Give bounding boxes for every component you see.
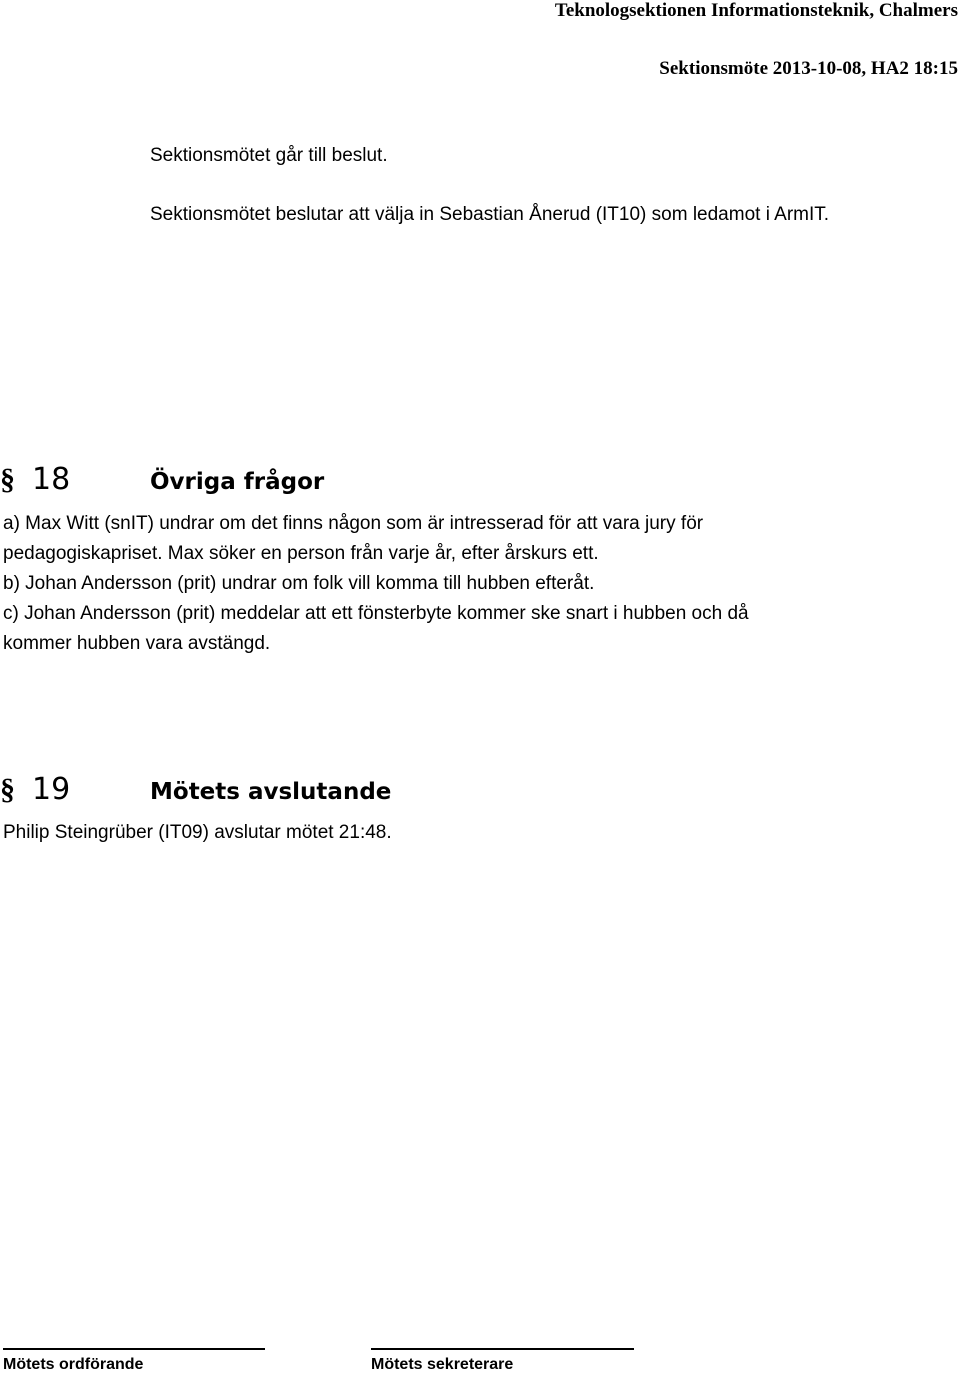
meeting-header: Sektionsmöte 2013-10-08, HA2 18:15 <box>659 58 958 79</box>
intro-line-2: Sektionsmötet beslutar att välja in Sebastian Ånerud (IT10) som ledamot i ArmIT. <box>150 204 830 225</box>
secretary-signature-line <box>371 1348 634 1350</box>
section-number: 18 <box>32 462 71 497</box>
body-line: kommer hubben vara avstängd. <box>3 633 271 654</box>
section-18-body <box>3 509 749 659</box>
section-sign: § <box>0 773 15 806</box>
body-line: a) Max Witt (snIT) undrar om det finns någon som är intresserad för att vara jury för <box>3 513 704 534</box>
organization-header: Teknologsektionen Informationsteknik, Chalmers <box>554 0 958 21</box>
body-line: pedagogiskapriset. Max söker en person från varje år, efter årskurs ett. <box>3 543 599 564</box>
chair-signature-line <box>3 1348 265 1350</box>
body-line: Philip Steingrüber (IT09) avslutar mötet 21:48. <box>3 822 392 843</box>
section-number: 19 <box>32 772 71 807</box>
section-18-heading <box>0 462 324 497</box>
body-line: b) Johan Andersson (prit) undrar om folk vill komma till hubben efteråt. <box>3 573 595 594</box>
section-sign: § <box>0 463 15 496</box>
secretary-signature-label: Mötets sekreterare <box>371 1356 514 1373</box>
body-line: c) Johan Andersson (prit) meddelar att ett fönsterbyte kommer ske snart i hubben och då <box>3 603 749 624</box>
section-title: Mötets avslutande <box>150 779 392 805</box>
section-19-body <box>3 818 392 848</box>
intro-line-1: Sektionsmötet går till beslut. <box>150 145 388 166</box>
section-title: Övriga frågor <box>150 469 325 495</box>
section-19-heading <box>0 772 391 807</box>
chair-signature-label: Mötets ordförande <box>3 1356 144 1373</box>
